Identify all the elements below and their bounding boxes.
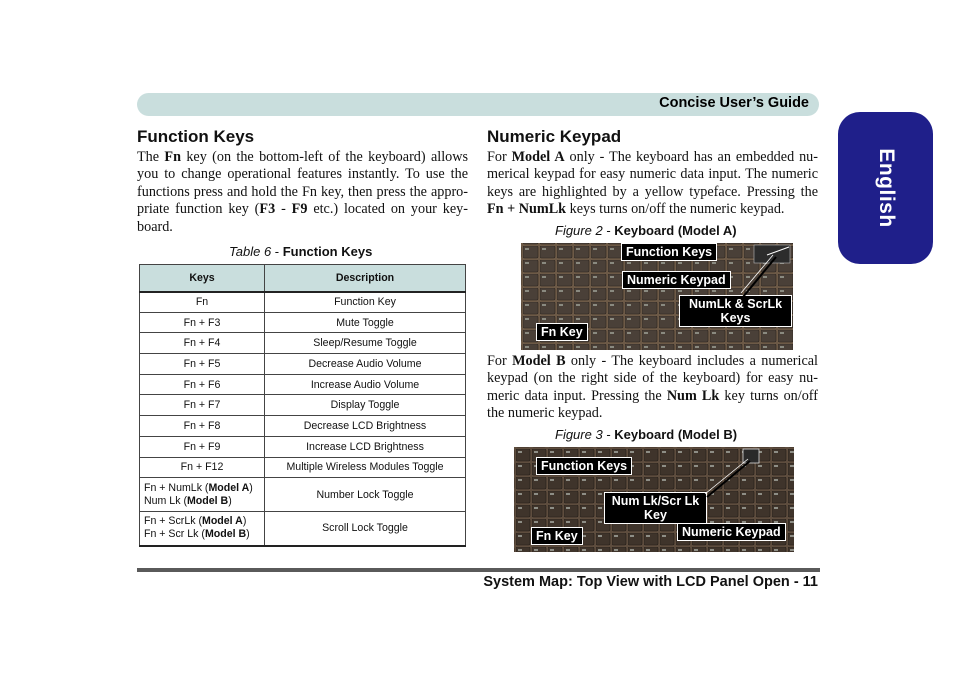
table-cell-key: Fn + F12 xyxy=(140,457,265,478)
keyboard-model-b-image xyxy=(514,447,794,552)
table-row xyxy=(140,312,466,333)
callout-function-keys: Function Keys xyxy=(536,457,632,475)
table-row xyxy=(140,512,466,546)
table-row xyxy=(140,478,466,512)
table-cell-key: Fn + F5 xyxy=(140,354,265,375)
footer-rule xyxy=(137,568,820,572)
table-cell-key: Fn + NumLk (Model A) Num Lk (Model B) xyxy=(140,478,265,512)
table-cell-key: Fn + F4 xyxy=(140,333,265,354)
table-cell-key: Fn + ScrLk (Model A) Fn + Scr Lk (Model B) xyxy=(140,512,265,546)
table-cell-key: Fn + F3 xyxy=(140,312,265,333)
callout-numeric-keypad: Numeric Keypad xyxy=(622,271,731,289)
table-cell-key: Fn + F6 xyxy=(140,374,265,395)
function-keys-table xyxy=(139,264,466,547)
callout-fn-key: Fn Key xyxy=(531,527,583,545)
callout-numeric-keypad: Numeric Keypad xyxy=(677,523,786,541)
callout-numlk-scrlk: Num Lk/Scr Lk Key xyxy=(604,492,707,524)
table-caption: Table 6 - Function Keys xyxy=(229,244,373,259)
table-cell-description: Multiple Wireless Modules Toggle xyxy=(265,457,466,478)
function-keys-paragraph: The Fn key (on the bottom-left of the keyboard) allows you to change operational features instantly. To use the functions press and hold the Fn key, then press the appropriate function key (F3 - F9 etc.) located on your keyboard. xyxy=(137,149,468,235)
table-cell-key: Fn + F7 xyxy=(140,395,265,416)
callout-fn-key: Fn Key xyxy=(536,323,588,341)
figure2-caption: Figure 2 - Keyboard (Model A) xyxy=(555,223,737,238)
table-row xyxy=(140,354,466,375)
table-cell-description: Decrease Audio Volume xyxy=(265,354,466,375)
table-cell-description: Mute Toggle xyxy=(265,312,466,333)
table-cell-description: Display Toggle xyxy=(265,395,466,416)
callout-function-keys: Function Keys xyxy=(621,243,717,261)
table-cell-key: Fn + F8 xyxy=(140,416,265,437)
table-header-row xyxy=(140,265,466,292)
table-row xyxy=(140,436,466,457)
table-cell-description: Increase LCD Brightness xyxy=(265,436,466,457)
language-tab-label: English xyxy=(874,148,898,228)
header-bar xyxy=(137,93,819,116)
language-tab[interactable] xyxy=(838,112,933,264)
table-row xyxy=(140,292,466,313)
table-row xyxy=(140,333,466,354)
table-cell-description: Decrease LCD Brightness xyxy=(265,416,466,437)
keyboard-model-a-image xyxy=(521,243,793,350)
table-header-description: Description xyxy=(265,265,466,292)
table-row xyxy=(140,416,466,437)
model-b-paragraph: For Model B only - The keyboard includes a numerical keypad (on the right side of the keyboard) for easy numeric data input. Pressing the Num Lk key turns on/off the numeric keypad. xyxy=(487,353,819,422)
header-title: Concise User’s Guide xyxy=(659,95,809,111)
footer-page-title: System Map: Top View with LCD Panel Open - 11 xyxy=(483,574,818,590)
table-cell-description: Increase Audio Volume xyxy=(265,374,466,395)
figure3-caption: Figure 3 - Keyboard (Model B) xyxy=(555,427,738,442)
table-cell-description: Number Lock Toggle xyxy=(265,478,466,512)
table-row xyxy=(140,374,466,395)
function-keys-heading: Function Keys xyxy=(137,127,255,146)
table-cell-description: Scroll Lock Toggle xyxy=(265,512,466,546)
table-row xyxy=(140,457,466,478)
model-a-paragraph: For Model A only - The keyboard has an embedded numerical keypad for easy numeric data input. The numeric keys are highlighted by a yellow typeface. Pressing the Fn + NumLk keys turns on/off the numeric keypad. xyxy=(487,149,818,218)
table-row xyxy=(140,395,466,416)
table-cell-key: Fn + F9 xyxy=(140,436,265,457)
table-header-keys: Keys xyxy=(140,265,265,292)
table-cell-key: Fn xyxy=(140,292,265,313)
table-cell-description: Function Key xyxy=(265,292,466,313)
numeric-keypad-heading: Numeric Keypad xyxy=(487,127,622,146)
callout-numlk-scrlk: NumLk & ScrLk Keys xyxy=(679,295,792,327)
table-cell-description: Sleep/Resume Toggle xyxy=(265,333,466,354)
